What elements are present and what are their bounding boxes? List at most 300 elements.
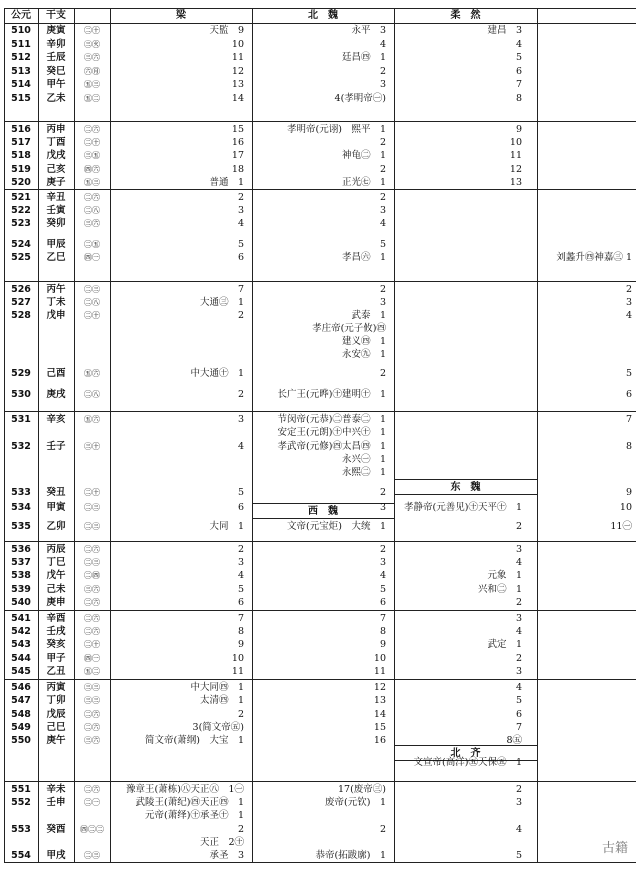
cell-beiwei: 5 (379, 583, 386, 595)
cell-liang: 18 (231, 163, 244, 175)
cell-ph: ㊁㊃ (84, 571, 100, 581)
cell-gz: 甲辰 (46, 239, 66, 250)
cell-ph: ㊄㊅ (84, 415, 100, 424)
cell-rouran: 兴和㊁ 1 (477, 583, 522, 595)
cell-beiwei: 10 (373, 652, 386, 664)
cell-ph: ㊂㊂ (84, 696, 100, 706)
cell-beiwei: 3 (379, 297, 386, 308)
header-rouran: 柔 然 (450, 10, 481, 21)
cell-ph: ㊁㊉ (84, 487, 100, 497)
cell-rouran: 6 (515, 708, 522, 720)
table-bottom-rule (4, 862, 636, 863)
cell-beiwei: 17(废帝㊂) (337, 784, 386, 795)
cell-rouran: 10 (509, 137, 522, 149)
cell-rouran: 13 (509, 176, 522, 188)
cell-beiwei: 2 (379, 163, 386, 175)
cell-liang: 4 (237, 218, 244, 229)
cell-liang: 4 (237, 570, 244, 582)
cell-ph: ㊁㊅ (84, 545, 100, 554)
cell-year: 547 (11, 695, 31, 707)
cell-liang: 10 (231, 652, 244, 664)
cell-beiwei: 2 (379, 137, 386, 149)
cell-year: 517 (11, 137, 31, 149)
cell-year: 514 (11, 79, 31, 90)
header-year: 公元 (11, 10, 31, 21)
group-rule (4, 781, 636, 782)
cell-beiwei: 2 (379, 192, 386, 203)
cell-beiwei: 7 (379, 613, 386, 624)
column-rule (38, 8, 39, 862)
cell-beiwei: 4(孝明帝㊀) (334, 92, 386, 104)
cell-rouran: 4 (515, 823, 522, 835)
cell-year: 537 (11, 557, 31, 569)
cell-gz: 癸卯 (46, 218, 66, 229)
cell-beiwei: 2 (379, 284, 386, 295)
cell-liang: 16 (231, 137, 244, 149)
cell-year: 518 (11, 150, 31, 162)
cell-liang: 5 (237, 486, 244, 498)
cell-ph: ㊁㊅ (84, 709, 100, 719)
cell-gz: 丁巳 (46, 557, 66, 569)
cell-gz: 丙辰 (46, 544, 66, 555)
cell-rouran: 5 (515, 850, 522, 861)
cell-gz: 壬子 (46, 440, 66, 452)
cell-liang: 2 (237, 544, 244, 555)
group-rule (4, 610, 636, 611)
cell-last: 刘蠡升㊃神嘉㊂ 1 (556, 252, 632, 263)
cell-beiwei: 2 (379, 544, 386, 555)
cell-rouran: 孝静帝(元善见)㊉天平㊉ 1 (404, 501, 522, 513)
cell-liang: 2 (237, 823, 244, 835)
cell-last: 2 (625, 284, 632, 295)
cell-ph: ㊁㊅ (84, 125, 100, 134)
cell-beiwei: 永平 3 (351, 25, 386, 36)
chronology-table (4, 8, 636, 868)
cell-gz: 己酉 (46, 368, 66, 379)
cell-gz: 己未 (46, 583, 66, 595)
cell-liang: 2 (237, 310, 244, 321)
cell-beiwei: 12 (373, 682, 386, 693)
cell-liang: 13 (231, 79, 244, 90)
cell-rouran: 2 (515, 652, 522, 664)
cell-last: 3 (625, 297, 632, 308)
cell-liang: 9 (237, 639, 244, 651)
cell-year: 554 (11, 850, 31, 861)
header-bottom-rule (4, 23, 636, 24)
cell-liang: 8 (237, 626, 244, 638)
cell-ph: ㊂㊅ (84, 736, 100, 746)
cell-ph: ㊁㊂ (84, 285, 100, 294)
cell-gz: 壬寅 (46, 205, 66, 216)
cell-liang: 17 (231, 150, 244, 162)
cell-year: 530 (11, 389, 31, 400)
cell-beiwei: 永熙㊁ 1 (341, 467, 386, 479)
header-liang: 梁 (176, 10, 186, 21)
cell-beiwei: 孝明帝(元诩) 熙平 1 (287, 124, 386, 135)
cell-gz: 乙丑 (46, 665, 66, 677)
cell-ph: ㊁㊅ (84, 614, 100, 623)
cell-beiwei: 永安㊈ 1 (341, 349, 386, 360)
cell-ph: ㊄㊅ (84, 369, 100, 378)
cell-last: 11㊀ (610, 521, 632, 533)
cell-gz: 丁卯 (46, 695, 66, 707)
cell-gz: 庚戌 (46, 389, 66, 400)
cell-gz: 甲子 (46, 652, 66, 664)
cell-year: 539 (11, 583, 31, 595)
cell-ph: ㊃㊀ (84, 253, 100, 262)
cell-rouran: 8㊄ (506, 735, 522, 747)
cell-beiwei: 孝庄帝(元子攸)㊃ (312, 323, 386, 334)
cell-gz: 癸酉 (46, 823, 66, 835)
cell-beiwei: 9 (379, 639, 386, 651)
cell-ph: ㊃㊀ (84, 653, 100, 663)
cell-gz: 辛丑 (46, 192, 66, 203)
cell-year: 542 (11, 626, 31, 638)
cell-year: 516 (11, 124, 31, 135)
cell-rouran: 3 (515, 797, 522, 809)
cell-gz: 丙申 (46, 124, 66, 135)
cell-rouran: 2 (515, 596, 522, 608)
cell-beiwei: 废帝(元钦) 1 (325, 797, 386, 809)
cell-gz: 己亥 (46, 163, 66, 175)
cell-gz: 戊申 (46, 310, 66, 321)
cell-gz: 丁未 (46, 297, 66, 308)
cell-year: 534 (11, 501, 31, 513)
cell-rouran: 3 (515, 544, 522, 555)
cell-last: 10 (619, 501, 632, 513)
cell-gz: 庚午 (46, 735, 66, 747)
cell-year: 526 (11, 284, 31, 295)
cell-year: 523 (11, 218, 31, 229)
cell-last: 4 (625, 310, 632, 321)
cell-liang: 6 (237, 501, 244, 513)
group-rule (4, 679, 636, 680)
cell-beiwei: 恭帝(拓跋廓) 1 (315, 850, 386, 861)
cell-year: 524 (11, 239, 31, 250)
cell-rouran: 4 (515, 557, 522, 569)
cell-ph: ㊁㊀ (84, 798, 100, 808)
cell-beiwei: 11 (373, 665, 386, 677)
cell-rouran: 9 (515, 124, 522, 135)
column-rule (252, 8, 253, 862)
column-rule (394, 8, 395, 862)
cell-year: 515 (11, 92, 31, 104)
cell-beiwei: 15 (373, 721, 386, 733)
cell-ph: ㊂㊋ (84, 39, 100, 49)
cell-ph: ㊅㊊ (84, 66, 100, 76)
cell-gz: 丙寅 (46, 682, 66, 693)
cell-rouran: 3 (515, 613, 522, 624)
group-rule (4, 541, 636, 542)
cell-beiwei: 4 (379, 38, 386, 50)
cell-ph: ㊁㊂ (84, 502, 100, 512)
cell-last: 9 (625, 486, 632, 498)
cell-ph: ㊁㊅ (84, 597, 100, 607)
cell-beiwei: 建义㊃ 1 (341, 336, 386, 347)
cell-ph: ㊄㊂ (84, 177, 100, 187)
cell-ph: ㊁㊅ (84, 722, 100, 732)
cell-ph: ㊁㊅ (84, 193, 100, 202)
cell-year: 548 (11, 708, 31, 720)
cell-beiwei: 2 (379, 65, 386, 77)
cell-year: 553 (11, 823, 31, 835)
cell-liang: 普通 1 (209, 176, 244, 188)
cell-year: 546 (11, 682, 31, 693)
cell-gz: 辛未 (46, 784, 66, 795)
cell-year: 520 (11, 176, 31, 188)
cell-ph: ㊁㊉ (84, 26, 100, 35)
cell-liang: 元帝(萧绎)㊉承圣㊉ 1 (145, 810, 244, 822)
cell-year: 543 (11, 639, 31, 651)
cell-liang: 7 (237, 613, 244, 624)
xiwei-rule (252, 518, 394, 519)
cell-liang: 承圣 3 (209, 850, 244, 861)
cell-rouran: 3 (515, 665, 522, 677)
cell-beiwei: 4 (379, 218, 386, 229)
cell-year: 525 (11, 252, 31, 263)
cell-beiwei: 3 (379, 501, 386, 513)
cell-ph: ㊂㊅ (84, 53, 100, 62)
cell-ph: ㊂㊅ (84, 584, 100, 594)
cell-rouran: 2 (515, 784, 522, 795)
cell-rouran: 7 (515, 721, 522, 733)
cell-liang: 15 (231, 124, 244, 135)
cell-ph: ㊁㊉ (84, 311, 100, 320)
cell-liang: 11 (231, 52, 244, 63)
cell-year: 540 (11, 596, 31, 608)
cell-gz: 甲午 (46, 79, 66, 90)
cell-ph: ㊁㊇ (84, 206, 100, 215)
cell-liang: 豫章王(萧栋)㊇天正㊇ 1㊀ (126, 784, 244, 795)
cell-beiwei: 3 (379, 557, 386, 569)
cell-year: 513 (11, 65, 31, 77)
cell-liang: 2 (237, 389, 244, 400)
cell-gz: 辛卯 (46, 38, 66, 50)
cell-rouran: 12 (509, 163, 522, 175)
cell-rouran: 建昌 3 (487, 25, 522, 36)
cell-liang: 4 (237, 440, 244, 452)
cell-year: 538 (11, 570, 31, 582)
cell-year: 535 (11, 521, 31, 533)
cell-ph: ㊁㊉ (84, 138, 100, 148)
cell-ph: ㊁㊉ (84, 640, 100, 650)
cell-beiwei: 孝武帝(元修)㊃太昌㊃ 1 (277, 440, 386, 452)
dongwei-rule (394, 494, 537, 495)
cell-gz: 癸丑 (46, 486, 66, 498)
cell-ph: ㊁㊂ (84, 851, 100, 860)
cell-liang: 天正 2㊉ (199, 836, 244, 848)
cell-rouran: 11 (509, 150, 522, 162)
cell-rouran: 4 (515, 682, 522, 693)
cell-liang: 10 (231, 38, 244, 50)
header-ganzhi: 干支 (46, 10, 66, 21)
cell-liang: 太清㊃ 1 (199, 695, 244, 707)
table-border-left (4, 8, 5, 862)
cell-gz: 辛酉 (46, 613, 66, 624)
cell-beiwei: 4 (379, 570, 386, 582)
cell-liang: 7 (237, 284, 244, 295)
cell-liang: 武陵王(萧纪)㊃天正㊃ 1 (135, 797, 244, 809)
group-rule (4, 281, 636, 282)
cell-gz: 丙午 (46, 284, 66, 295)
column-rule (537, 8, 538, 862)
cell-year: 531 (11, 414, 31, 425)
cell-ph: ㊁㊇ (84, 298, 100, 307)
cell-year: 510 (11, 25, 31, 36)
cell-year: 528 (11, 310, 31, 321)
cell-beiwei: 13 (373, 695, 386, 707)
cell-ph: ㊁㊅ (84, 785, 100, 794)
cell-beiwei: 16 (373, 735, 386, 747)
cell-beiwei: 14 (373, 708, 386, 720)
cell-ph: ㊁㊇ (84, 390, 100, 399)
group-rule (4, 411, 636, 412)
cell-ph: ㊁㊂ (84, 558, 100, 568)
cell-beiwei: 永兴㊀ 1 (341, 453, 386, 465)
cell-beiwei: 3 (379, 205, 386, 216)
cell-liang: 天監 9 (209, 25, 244, 36)
cell-liang: 大通㊂ 1 (199, 297, 244, 308)
cell-liang: 5 (237, 239, 244, 250)
cell-year: 521 (11, 192, 31, 203)
cell-year: 544 (11, 652, 31, 664)
cell-year: 550 (11, 735, 31, 747)
cell-beiwei: 2 (379, 823, 386, 835)
cell-beiwei: 神龟㊁ 1 (341, 150, 386, 162)
cell-last: 8 (625, 440, 632, 452)
cell-year: 549 (11, 721, 31, 733)
cell-ph: ㊁㊄ (84, 240, 100, 249)
cell-liang: 6 (237, 596, 244, 608)
cell-beiwei: 5 (379, 239, 386, 250)
cell-gz: 乙卯 (46, 521, 66, 533)
cell-gz: 庚子 (46, 176, 66, 188)
column-rule (74, 8, 75, 862)
cell-gz: 戊辰 (46, 708, 66, 720)
group-rule (4, 121, 636, 122)
cell-year: 532 (11, 440, 31, 452)
cell-beiwei: 节闵帝(元恭)㊁普泰㊁ 1 (277, 414, 386, 425)
cell-ph: ㊄㊁ (84, 93, 100, 103)
cell-liang: 3(简文帝㊄) (192, 721, 244, 733)
cell-gz: 戊戌 (46, 150, 66, 162)
cell-year: 527 (11, 297, 31, 308)
cell-beiwei: 长广王(元晔)㊉建明㊉ 1 (277, 389, 386, 400)
cell-ph: ㊃㊅ (84, 164, 100, 174)
cell-ph: ㊂㊂ (84, 683, 100, 692)
cell-gz: 辛亥 (46, 414, 66, 425)
cell-gz: 癸亥 (46, 639, 66, 651)
cell-gz: 乙未 (46, 92, 66, 104)
cell-last: 5 (625, 368, 632, 379)
cell-liang: 2 (237, 708, 244, 720)
cell-rouran: 7 (515, 79, 522, 90)
cell-liang: 中大同㊃ 1 (190, 682, 244, 693)
cell-beiwei: 正光㊆ 1 (341, 176, 386, 188)
cell-gz: 庚寅 (46, 25, 66, 36)
header-beiwei: 北 魏 (308, 10, 338, 21)
cell-rouran: 5 (515, 52, 522, 63)
watermark: 古籍 (601, 841, 628, 856)
subheader-xiwei: 西 魏 (308, 506, 338, 517)
cell-liang: 3 (237, 557, 244, 569)
cell-rouran: 5 (515, 695, 522, 707)
cell-year: 511 (11, 38, 31, 50)
cell-year: 551 (11, 784, 31, 795)
cell-beiwei: 孝昌㊅ 1 (341, 252, 386, 263)
cell-year: 541 (11, 613, 31, 624)
cell-liang: 14 (231, 92, 244, 104)
cell-beiwei: 安定王(元朗)㊉中兴㊉ 1 (277, 427, 386, 439)
cell-rouran: 武定 1 (487, 639, 522, 651)
cell-year: 529 (11, 368, 31, 379)
cell-ph: ㊁㊅ (84, 627, 100, 637)
cell-gz: 壬戌 (46, 626, 66, 638)
cell-liang: 简文帝(萧纲) 大宝 1 (145, 735, 244, 747)
cell-gz: 庚申 (46, 596, 66, 608)
cell-year: 519 (11, 163, 31, 175)
cell-gz: 壬辰 (46, 52, 66, 63)
cell-beiwei: 文帝(元宝炬) 大统 1 (287, 521, 386, 533)
cell-rouran: 6 (515, 65, 522, 77)
cell-beiwei: 8 (379, 626, 386, 638)
cell-last: 6 (625, 389, 632, 400)
group-rule (4, 189, 636, 190)
cell-ph: ㊂㊉ (84, 441, 100, 451)
cell-rouran: 2 (515, 521, 522, 533)
cell-beiwei: 廷昌㊃ 1 (341, 52, 386, 63)
cell-gz: 甲戌 (46, 850, 66, 861)
cell-beiwei: 6 (379, 596, 386, 608)
cell-liang: 大同 1 (209, 521, 244, 533)
cell-beiwei: 2 (379, 368, 386, 379)
column-rule (110, 8, 111, 862)
cell-gz: 己巳 (46, 721, 66, 733)
cell-rouran: 元象 1 (487, 570, 522, 582)
cell-ph: ㊁㊂ (84, 522, 100, 532)
cell-year: 512 (11, 52, 31, 63)
cell-gz: 戊午 (46, 570, 66, 582)
cell-ph: ㊂㊅ (84, 219, 100, 228)
cell-rouran: 8 (515, 92, 522, 104)
cell-gz: 甲寅 (46, 501, 66, 513)
cell-rouran: 4 (515, 38, 522, 50)
cell-liang: 2 (237, 192, 244, 203)
cell-gz: 癸巳 (46, 65, 66, 77)
cell-last: 7 (625, 414, 632, 425)
cell-liang: 5 (237, 583, 244, 595)
cell-beiwei: 2 (379, 486, 386, 498)
cell-rouran: 文宣帝(高洋)㊄天保㊄ 1 (413, 756, 522, 768)
dongwei-rule (394, 479, 537, 480)
cell-rouran: 4 (515, 626, 522, 638)
cell-beiwei: 3 (379, 79, 386, 90)
cell-ph: ㊂㊄ (84, 151, 100, 161)
cell-year: 552 (11, 797, 31, 809)
cell-liang: 6 (237, 252, 244, 263)
cell-liang: 11 (231, 665, 244, 677)
cell-ph: ㊃㊁㊁ (80, 824, 104, 834)
cell-gz: 乙巳 (46, 252, 66, 263)
cell-ph: ㊄㊂ (84, 80, 100, 89)
cell-liang: 3 (237, 414, 244, 425)
cell-year: 545 (11, 665, 31, 677)
cell-beiwei: 武泰 1 (351, 310, 386, 321)
cell-gz: 丁酉 (46, 137, 66, 149)
cell-liang: 12 (231, 65, 244, 77)
cell-year: 522 (11, 205, 31, 216)
cell-liang: 中大通㊉ 1 (190, 368, 244, 379)
